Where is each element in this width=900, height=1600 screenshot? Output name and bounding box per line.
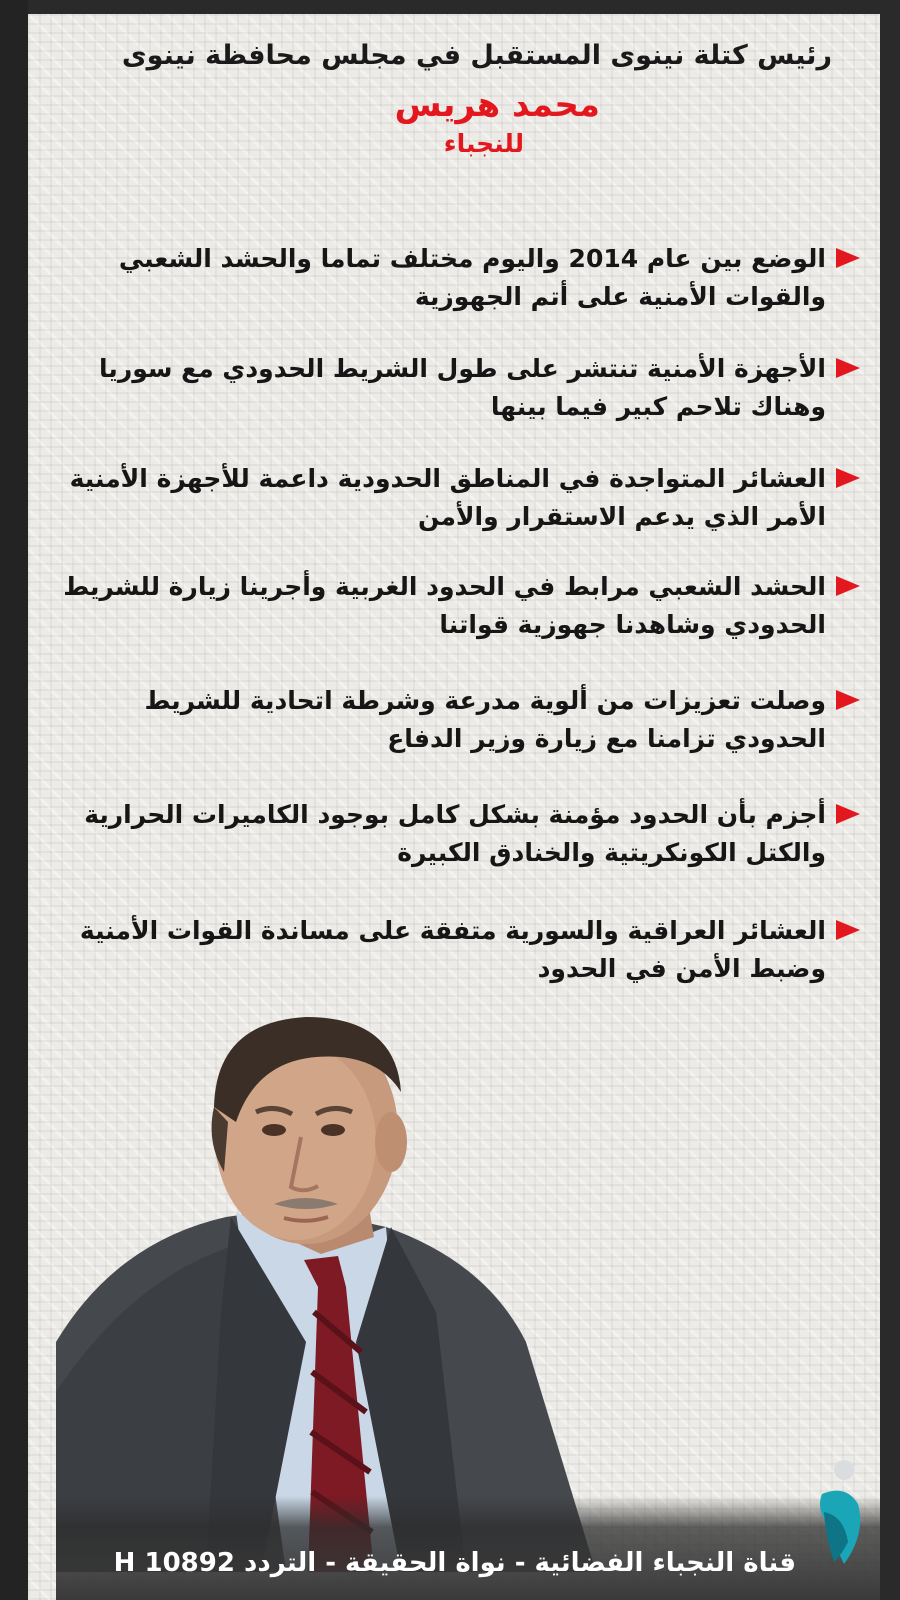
- official-name: محمد هريس: [394, 85, 600, 125]
- bullet-icon: [836, 576, 860, 596]
- channel-caption: قناة النجباء الفضائية - نواة الحقيقة - التردد 10892 H: [113, 1548, 796, 1578]
- statement-text: العشائر المتواجدة في المناطق الحدودية داعمة للأجهزة الأمنية الأمر الذي يدعم الاستقرار والأمن: [69, 464, 826, 531]
- official-role: رئيس كتلة نينوى المستقبل في مجلس محافظة نينوى: [121, 40, 832, 71]
- statement-item: [40, 796, 860, 872]
- frame-top: [28, 0, 880, 14]
- statement-text: الأجهزة الأمنية تنتشر على طول الشريط الحدودي مع سوريا وهناك تلاحم كبير فيما بينها: [99, 354, 826, 421]
- statement-item: [40, 350, 860, 426]
- frame-left: [0, 0, 30, 1600]
- bullet-icon: [836, 468, 860, 488]
- poster: [28, 12, 880, 1600]
- official-portrait: [56, 1012, 646, 1572]
- statement-item: [40, 912, 860, 988]
- statement-text: العشائر العراقية والسورية متفقة على مساندة القوات الأمنية وضبط الأمن في الحدود: [79, 916, 826, 983]
- statement-item: [40, 460, 860, 536]
- bullet-icon: [836, 804, 860, 824]
- statement-text: الوضع بين عام 2014 واليوم مختلف تماما والحشد الشعبي والقوات الأمنية على أتم الجهوزية: [118, 244, 826, 311]
- bullet-icon: [836, 920, 860, 940]
- source-tag: للنجباء: [443, 129, 524, 158]
- footer-bar: [56, 1496, 880, 1600]
- statement-item: [40, 682, 860, 758]
- bullet-icon: [836, 248, 860, 268]
- statement-text: وصلت تعزيزات من ألوية مدرعة وشرطة اتحادية للشريط الحدودي تزامنا مع زيارة وزير الدفاع: [144, 686, 826, 753]
- frame-right: [880, 0, 900, 1600]
- header: [72, 40, 832, 158]
- statement-text: أجزم بأن الحدود مؤمنة بشكل كامل بوجود الكاميرات الحرارية والكتل الكونكريتية والخنادق الكبيرة: [84, 800, 826, 867]
- bullet-icon: [836, 358, 860, 378]
- bullet-icon: [836, 690, 860, 710]
- statement-text: الحشد الشعبي مرابط في الحدود الغربية وأجرينا زيارة للشريط الحدودي وشاهدنا جهوزية قواتنا: [63, 572, 826, 639]
- channel-logo-icon: [804, 1454, 874, 1574]
- statement-item: [40, 240, 860, 316]
- statement-item: [40, 568, 860, 644]
